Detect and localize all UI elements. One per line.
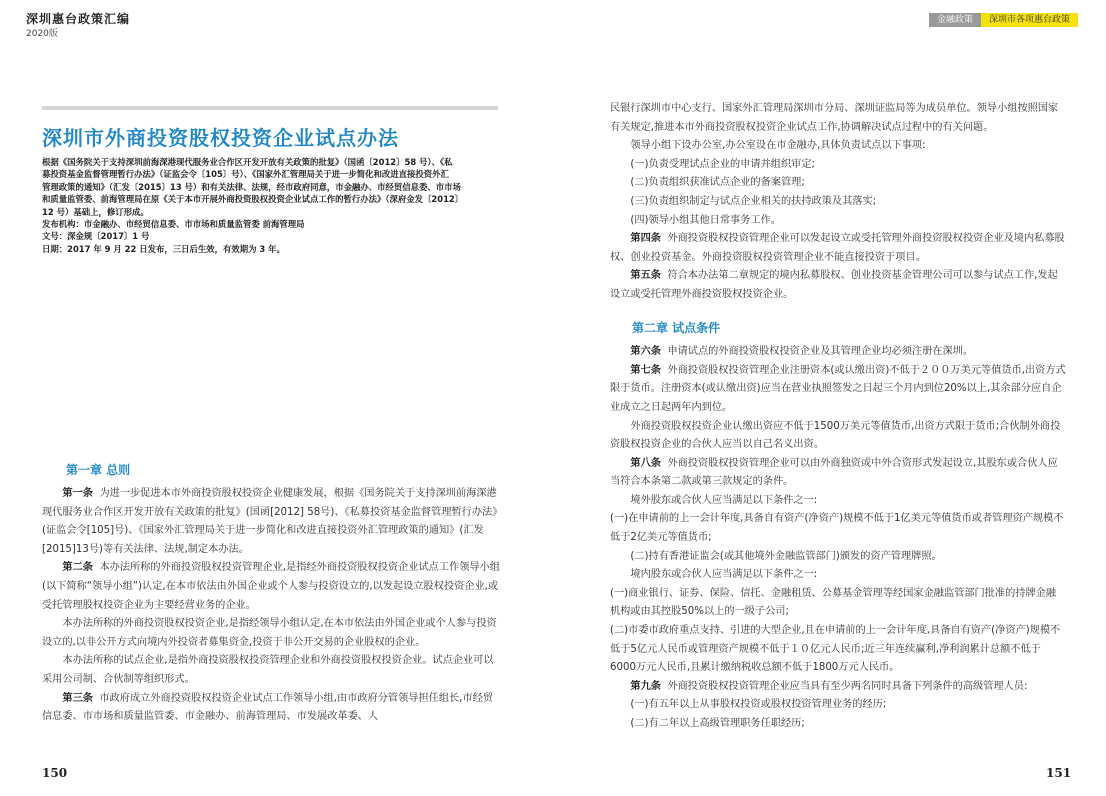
article-label: 第九条: [630, 680, 661, 692]
article-text: 外商投资股权投资管理企业应当具有至少两名同时具备下列条件的高级管理人员:: [667, 680, 1028, 692]
section-tabs: [929, 13, 1078, 27]
article-text: 符合本办法第二章规定的境内私募股权、创业投资基金管理公司可以参与试点工作,发起设立或受托管理外商投资股权投资企业。: [610, 270, 1058, 300]
page-number-right: 151: [1046, 766, 1072, 780]
article-label: 第一条: [62, 488, 93, 499]
article-continuation: 民银行深圳市中心支行、国家外汇管理局深圳市分局、深圳证监局等为成员单位。领导小组按照国家有关规定,推进本市外商投资股权投资企业试点工作,协调解决试点过程中的有关问题。: [610, 103, 1059, 133]
list-item: (一)有五年以上从事股权投资或股权投资管理业务的经历;: [630, 699, 887, 711]
document-title: 深圳市外商投资股权投资企业试点办法: [42, 126, 399, 150]
list-item: (二)负责组织获准试点企业的备案管理;: [630, 177, 805, 189]
issue-date: 日期：2017 年 9 月 22 日发布，三日后生效，有效期为 3 年。: [42, 243, 285, 254]
tab-finance-policy[interactable]: 金融政策: [929, 13, 981, 27]
list-item: (一)商业银行、证券、保险、信托、金融租赁、公募基金管理等经国家金融监管部门批准的持牌金融机构或由其控股50%以上的一级子公司;: [610, 587, 1057, 618]
article-label: 第三条: [62, 692, 93, 704]
list-item: (三)负责组织制定与试点企业相关的扶持政策及其落实;: [630, 195, 877, 207]
article-label: 第二条: [62, 562, 93, 574]
article-text: 市政府成立外商投资股权投资企业试点工作领导小组,由市政府分管领导担任组长,市经贸信息委、市市场和质量监管委、市金融办、前海管理局、市发展改革委、人: [42, 692, 494, 723]
title-rule: [42, 106, 498, 110]
list-item: (四)领导小组其他日常事务工作。: [630, 214, 781, 226]
article-9: [610, 678, 1066, 697]
article-text: 外商投资股权投资管理企业可以发起设立或受托管理外商投资股权投资企业及境内私募股权、创业投资基金。外商投资股权投资管理企业不能直接投资于项目。: [610, 233, 1065, 263]
list-item: (一)负责受理试点企业的申请并组织审定;: [630, 158, 815, 170]
article-text: 本办法所称的外商投资股权投资管理企业,是指经外商投资股权投资企业试点工作领导小组(以下简称“领导小组”)认定,在本市依法由外国企业或个人参与投资设立的,以发起设立股权投资企业,或受托管理股权投资企业为主要经营业务的企业。: [42, 562, 500, 611]
issuing-agency: 发布机构：市金融办、市经贸信息委、市市场和质量监管委 前海管理局: [42, 219, 305, 230]
article-8: [610, 455, 1066, 492]
book-edition-year: 2020版: [26, 29, 58, 39]
article-text: 外商投资股权投资管理企业注册资本(或认缴出资)不低于２００万美元等值货币,出资方式限于货币。注册资本(或认缴出资)应当在营业执照签发之日起三个月内到位20%以上,其余部分应自企业成立之日起两年内到位。: [610, 364, 1066, 413]
document-preface: [42, 156, 500, 255]
right-column: [610, 100, 1066, 734]
article-paragraph: 外商投资股权投资企业认缴出资应不低于1500万美元等值货币,出资方式限于货币;合伙制外商投资股权投资企业的合伙人应当以自己名义出资。: [610, 420, 1061, 451]
article-paragraph: 境内股东或合伙人应当满足以下条件之一:: [630, 569, 818, 581]
list-item: (一)在申请前的上一会计年度,具备自有资产(净资产)规模不低于1亿美元等值货币或者管理资产规模不低于2亿美元等值货币;: [610, 513, 1064, 544]
preface-line: 和质量监管委、前海管理局在原《关于本市开展外商投资股权投资企业试点工作的暂行办法》（深府金发〔2012〕: [42, 194, 464, 205]
page-number-left: 150: [42, 766, 68, 780]
chapter-2-heading: 第二章 试点条件: [632, 320, 721, 335]
preface-line: 管理政策的通知》（汇发〔2015〕13 号）和有关法律、法规，经市政府同意，市金融办、市经贸信息委、市市场: [42, 181, 461, 192]
preface-line: 根据《国务院关于支持深圳前海深港现代服务业合作区开发开放有关政策的批复》（国函〔2012〕58 号）、《私: [42, 157, 453, 167]
chapter-1-heading: 第一章 总则: [66, 463, 131, 477]
document-number: 文号：深金规〔2017〕1 号: [42, 231, 150, 242]
article-7: [610, 362, 1066, 418]
left-column: [42, 485, 500, 727]
list-item: (二)有二年以上高级管理职务任职经历;: [630, 718, 805, 729]
article-paragraph: 本办法所称的外商投资股权投资企业,是指经领导小组认定,在本市依法由外国企业或个人参与投资设立的,以非公开方式向境内外投资者募集资金,投资于非公开交易的企业股权的企业。: [42, 618, 497, 648]
article-4: [610, 230, 1066, 267]
article-paragraph: 领导小组下设办公室,办公室设在市金融办,具体负责试点以下事项:: [630, 140, 926, 152]
article-label: 第七条: [630, 364, 661, 376]
list-item: (二)市委市政府重点支持、引进的大型企业,且在申请前的上一会计年度,具备自有资产(净资产)规模不低于5亿元人民币或管理资产规模不低于１０亿元人民币;近三年连续赢利,净利润累计总额不低于6000万元人民币,且累计缴纳税收总额不低于1800万元人民币。: [610, 625, 1061, 674]
article-paragraph: 本办法所称的试点企业,是指外商投资股权投资管理企业和外商投资股权投资企业。试点企业可以采用公司制、合伙制等组织形式。: [42, 655, 494, 685]
article-text: 申请试点的外商投资股权投资企业及其管理企业均必须注册在深圳。: [667, 346, 974, 358]
list-item: (二)持有香港证监会(或其他境外金融监管部门)颁发的资产管理牌照。: [630, 550, 942, 562]
article-5: [610, 267, 1066, 304]
article-label: 第六条: [630, 346, 661, 358]
article-1: [42, 485, 500, 559]
article-paragraph: 境外股东或合伙人应当满足以下条件之一:: [630, 494, 818, 506]
article-label: 第五条: [630, 270, 661, 282]
article-6: [610, 343, 1066, 362]
preface-line: 募投资基金监督管理暂行办法》（证监会令〔105〕号）、《国家外汇管理局关于进一步简化和改进直接投资外汇: [42, 169, 449, 180]
article-3: [42, 690, 500, 727]
article-2: [42, 559, 500, 615]
tab-shenzhen-policies[interactable]: 深圳市各项惠台政策: [981, 13, 1078, 27]
article-label: 第四条: [630, 233, 661, 245]
article-text: 为进一步促进本市外商投资股权投资企业健康发展，根据《国务院关于支持深圳前海深港现代服务业合作区开发开放有关政策的批复》(国函[2012] 58号)、《私募投资基金监督管理暂行办法》(证监会令[105]号)、《国家外汇管理局关于进一步简化和改进直接投资外汇管理政策的通知》(汇发[2015]13号)等有关法律、法规,制定本办法。: [42, 488, 498, 555]
article-text: 外商投资股权投资管理企业可以由外商独资或中外合资形式发起设立,其股东或合伙人应当符合本条第二款或第三款规定的条件。: [610, 457, 1058, 488]
article-label: 第八条: [630, 457, 661, 469]
preface-line: 12 号）基础上，修订形成。: [42, 206, 149, 217]
book-title: 深圳惠台政策汇编: [26, 12, 131, 26]
